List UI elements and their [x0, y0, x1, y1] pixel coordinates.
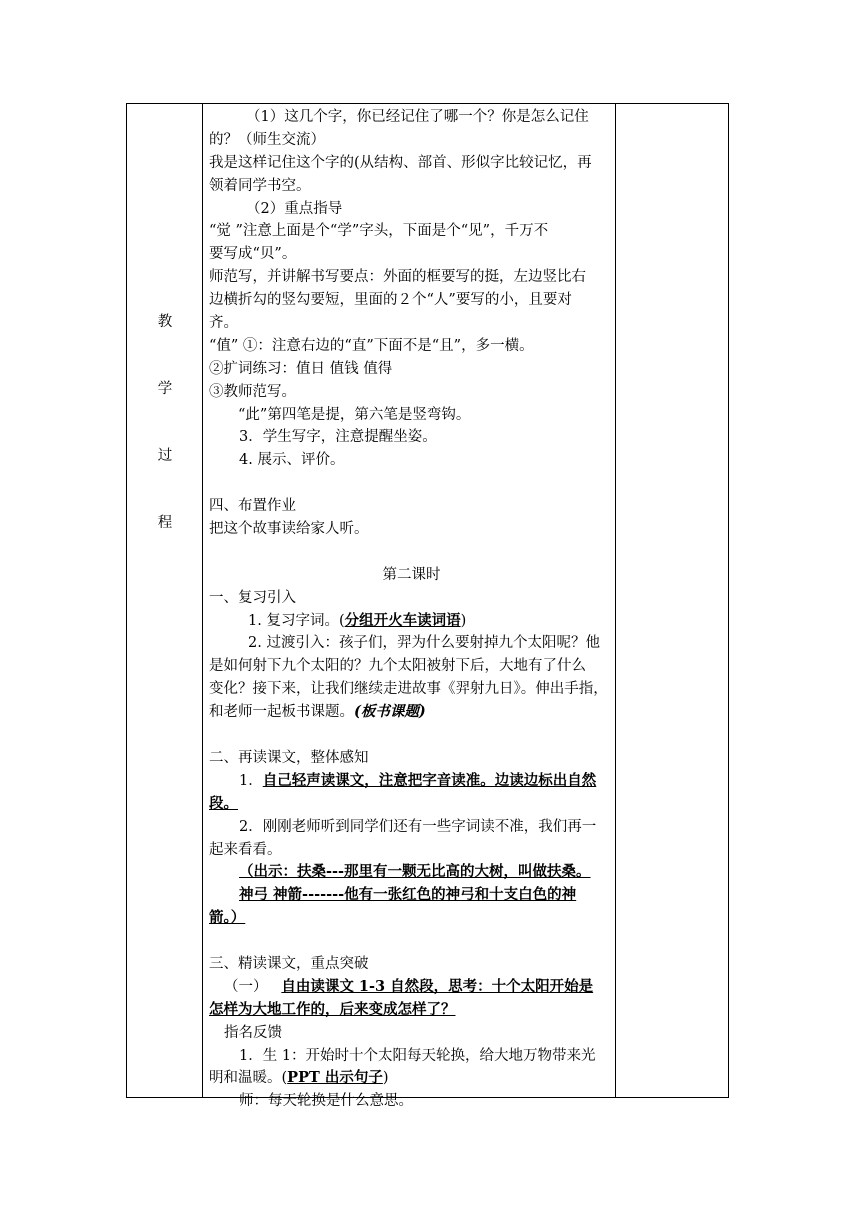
text-line: 的？（师生交流） [209, 131, 325, 148]
text-line: 1．生 1：开始时十个太阳每天轮换，给大地万物带来光 [239, 1047, 596, 1064]
text-span: 1． [239, 772, 263, 789]
column-divider [615, 104, 616, 1097]
section-heading: 三、精读课文，重点突破 [209, 955, 369, 972]
text-span: （一） [224, 978, 282, 995]
text-line [209, 701, 614, 724]
text-line: 3．学生写字，注意提醒坐姿。 [239, 429, 437, 446]
text-line: 要写成“贝”。 [209, 246, 297, 263]
text-line [209, 907, 614, 930]
blank-line [209, 472, 614, 495]
emphasis-text: 分组开火车读词语 [344, 611, 461, 629]
emphasis-text: 怎样为大地工作的，后来变成怎样了？ [209, 1000, 456, 1018]
text-line: “此”第四笔是提，第六笔是竖弯钩。 [238, 406, 471, 423]
section-label-char: 程 [157, 515, 173, 531]
section-label-char: 教 [157, 314, 173, 330]
emphasis-text: 自己轻声读课文，注意把字音读准。边读边标出自然 [262, 771, 597, 789]
text-line [209, 976, 614, 999]
text-span: ) [460, 612, 467, 629]
text-line: 边横折勾的竖勾要短，里面的２个“人”要写的小，且要对 [209, 292, 572, 309]
text-line: ③教师范写。 [209, 383, 296, 400]
text-line [209, 999, 614, 1022]
text-line: 领着同学书空。 [209, 177, 311, 194]
lesson-content [209, 106, 614, 1113]
text-span: 明和温暖。( [209, 1070, 288, 1087]
text-line: “觉 ”注意上面是个“学”字头，下面是个“见”，千万不 [209, 223, 549, 240]
section-label-char: 学 [157, 381, 173, 397]
emphasis-text: 段。 [209, 794, 238, 812]
section-label-char: 过 [157, 448, 173, 464]
emphasis-text: 箭。） [209, 909, 246, 927]
text-line: 师范写，并讲解书写要点：外面的框要写的挺，左边竖比右 [209, 269, 586, 286]
text-line: 2. 过渡引入：孩子们，羿为什么要射掉九个太阳呢？他 [248, 635, 600, 652]
text-line [209, 1067, 614, 1090]
text-line: 起来看看。 [209, 841, 282, 858]
lesson-title: 第二课时 [382, 566, 441, 583]
text-line: 齐。 [209, 315, 238, 332]
text-line: ②扩词练习：值日 值钱 值得 [209, 360, 393, 377]
text-line [209, 610, 614, 633]
text-line: 变化？接下来，让我们继续走进故事《羿射九日》。伸出手指， [209, 681, 608, 698]
section-label-cell [127, 104, 203, 1097]
emphasis-text: (板书课题) [354, 703, 426, 721]
text-line [209, 770, 614, 793]
section-heading: 二、再读课文，整体感知 [209, 749, 369, 766]
text-line: 我是这样记住这个字的(从结构、部首、形似字比较记忆，再 [209, 154, 592, 171]
text-line [209, 861, 614, 884]
text-line: 是如何射下九个太阳的？九个太阳被射下后，大地有了什么 [209, 658, 586, 675]
emphasis-text: PPT 出示句子 [287, 1069, 383, 1087]
text-line [209, 884, 614, 907]
text-line: 2．刚刚老师听到同学们还有一些字词读不准，我们再一 [239, 818, 597, 835]
text-line: “值” ①：注意右边的“直”下面不是“且”，多一横。 [209, 337, 534, 354]
text-line [209, 793, 614, 816]
text-line: （2）重点指导 [246, 200, 343, 217]
text-line: 4. 展示、评价。 [239, 452, 345, 469]
text-span: 1. 复习字词。( [248, 612, 345, 629]
text-span: 和老师一起板书课题。 [209, 704, 354, 721]
text-line: 师：每天轮换是什么意思。 [239, 1093, 413, 1110]
text-line: （1）这几个字，你已经记住了哪一个？你是怎么记住 [246, 109, 589, 125]
emphasis-text: 自由读课文 1-3 自然段，思考：十个太阳开始是 [281, 977, 594, 995]
text-span: ) [382, 1070, 389, 1087]
text-line: 指名反馈 [224, 1024, 282, 1041]
text-line: 把这个故事读给家人听。 [209, 521, 369, 538]
blank-line [209, 930, 614, 953]
emphasis-text: （出示：扶桑---那里有一颗无比高的大树，叫做扶桑。 [239, 863, 591, 881]
blank-line [209, 724, 614, 747]
blank-line [209, 541, 614, 564]
emphasis-text: 神弓 神箭-------他有一张红色的神弓和十支白色的神 [239, 886, 577, 904]
section-heading: 一、复习引入 [209, 589, 296, 606]
section-heading: 四、布置作业 [209, 498, 296, 515]
